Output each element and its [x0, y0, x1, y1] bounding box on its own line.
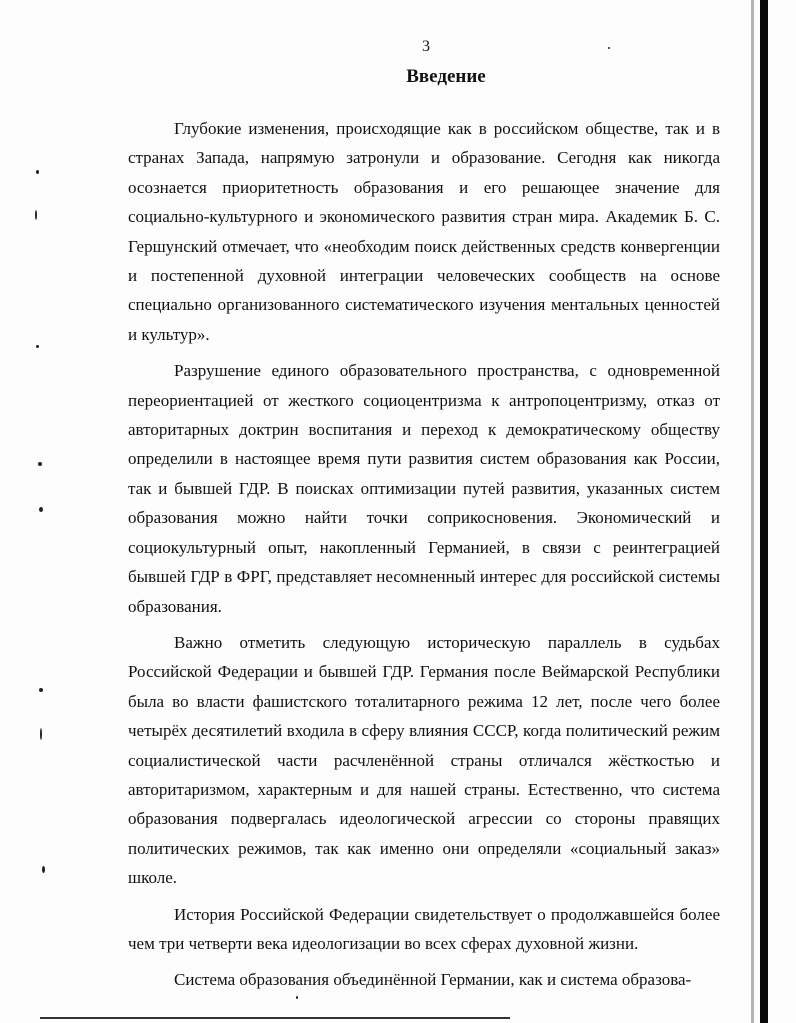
scan-speck — [39, 688, 43, 692]
scan-speck — [40, 728, 42, 740]
paragraph-4: История Российской Федерации свидетельствует о продолжавшейся более чем три четверти века идеологизации во всех сферах духовной жизни. — [128, 904, 720, 953]
paragraph-5: Система образования объединённой Германии, как и система образова- — [174, 970, 692, 990]
scan-speck — [36, 170, 39, 174]
scan-bottom-rule — [40, 1017, 510, 1019]
scan-speck — [36, 345, 39, 348]
scan-speck — [35, 210, 37, 220]
scan-speck — [39, 507, 43, 512]
scan-speck — [608, 47, 610, 49]
scan-speck — [38, 462, 42, 466]
paragraph-1: Глубокие изменения, происходящие как в российском обществе, так и в странах Запада, напрямую затронули и образование. Сегодня как никогда осознается приоритетность образования и его решающее значение для социально-культурного и экономического развития стран мира. Академик Б. С. Гершунский отмечает, что «необходим поиск действенных средств конвергенции и постепенной духовной интеграции человеческих сообществ на основе специально организованного систематического изучения ментальных ценностей и культур». — [128, 119, 720, 344]
document-body — [128, 114, 720, 1002]
page-number: 3 — [422, 38, 430, 55]
paragraph-2: Разрушение единого образовательного пространства, с одновременной переориентацией от жесткого социоцентризма к антропоцентризму, отказ от авторитарных доктрин воспитания и переход к демократическому обществу определили в настоящее время пути развития систем образования как России, так и бывшей ГДР. В поисках оптимизации путей развития, указанных систем образования можно найти точки соприкосновения. Экономический и социокультурный опыт, накопленный Германией, в связи с реинтеграцией бывшей ГДР в ФРГ, представляет несомненный интерес для российской системы образования. — [128, 361, 720, 616]
scan-right-border — [760, 0, 768, 1023]
scan-shadow-edge — [751, 0, 754, 1023]
section-title: Введение — [406, 66, 486, 87]
scan-speck — [42, 866, 45, 873]
paragraph-3: Важно отметить следующую историческую параллель в судьбах Российской Федерации и бывшей ГДР. Германия после Веймарской Республики была во власти фашистского тоталитарного режима 12 лет, после чего более четырёх десятилетий входила в сферу влияния СССР, когда политический режим социалистической части расчленённой страны отличался жёсткостью и авторитаризмом, характерным и для нашей страны. Естественно, что система образования подвергалась идеологической агрессии со стороны правящих политических режимов, так как именно они определяли «социальный заказ» школе. — [128, 632, 720, 888]
scan-speck — [296, 996, 298, 999]
